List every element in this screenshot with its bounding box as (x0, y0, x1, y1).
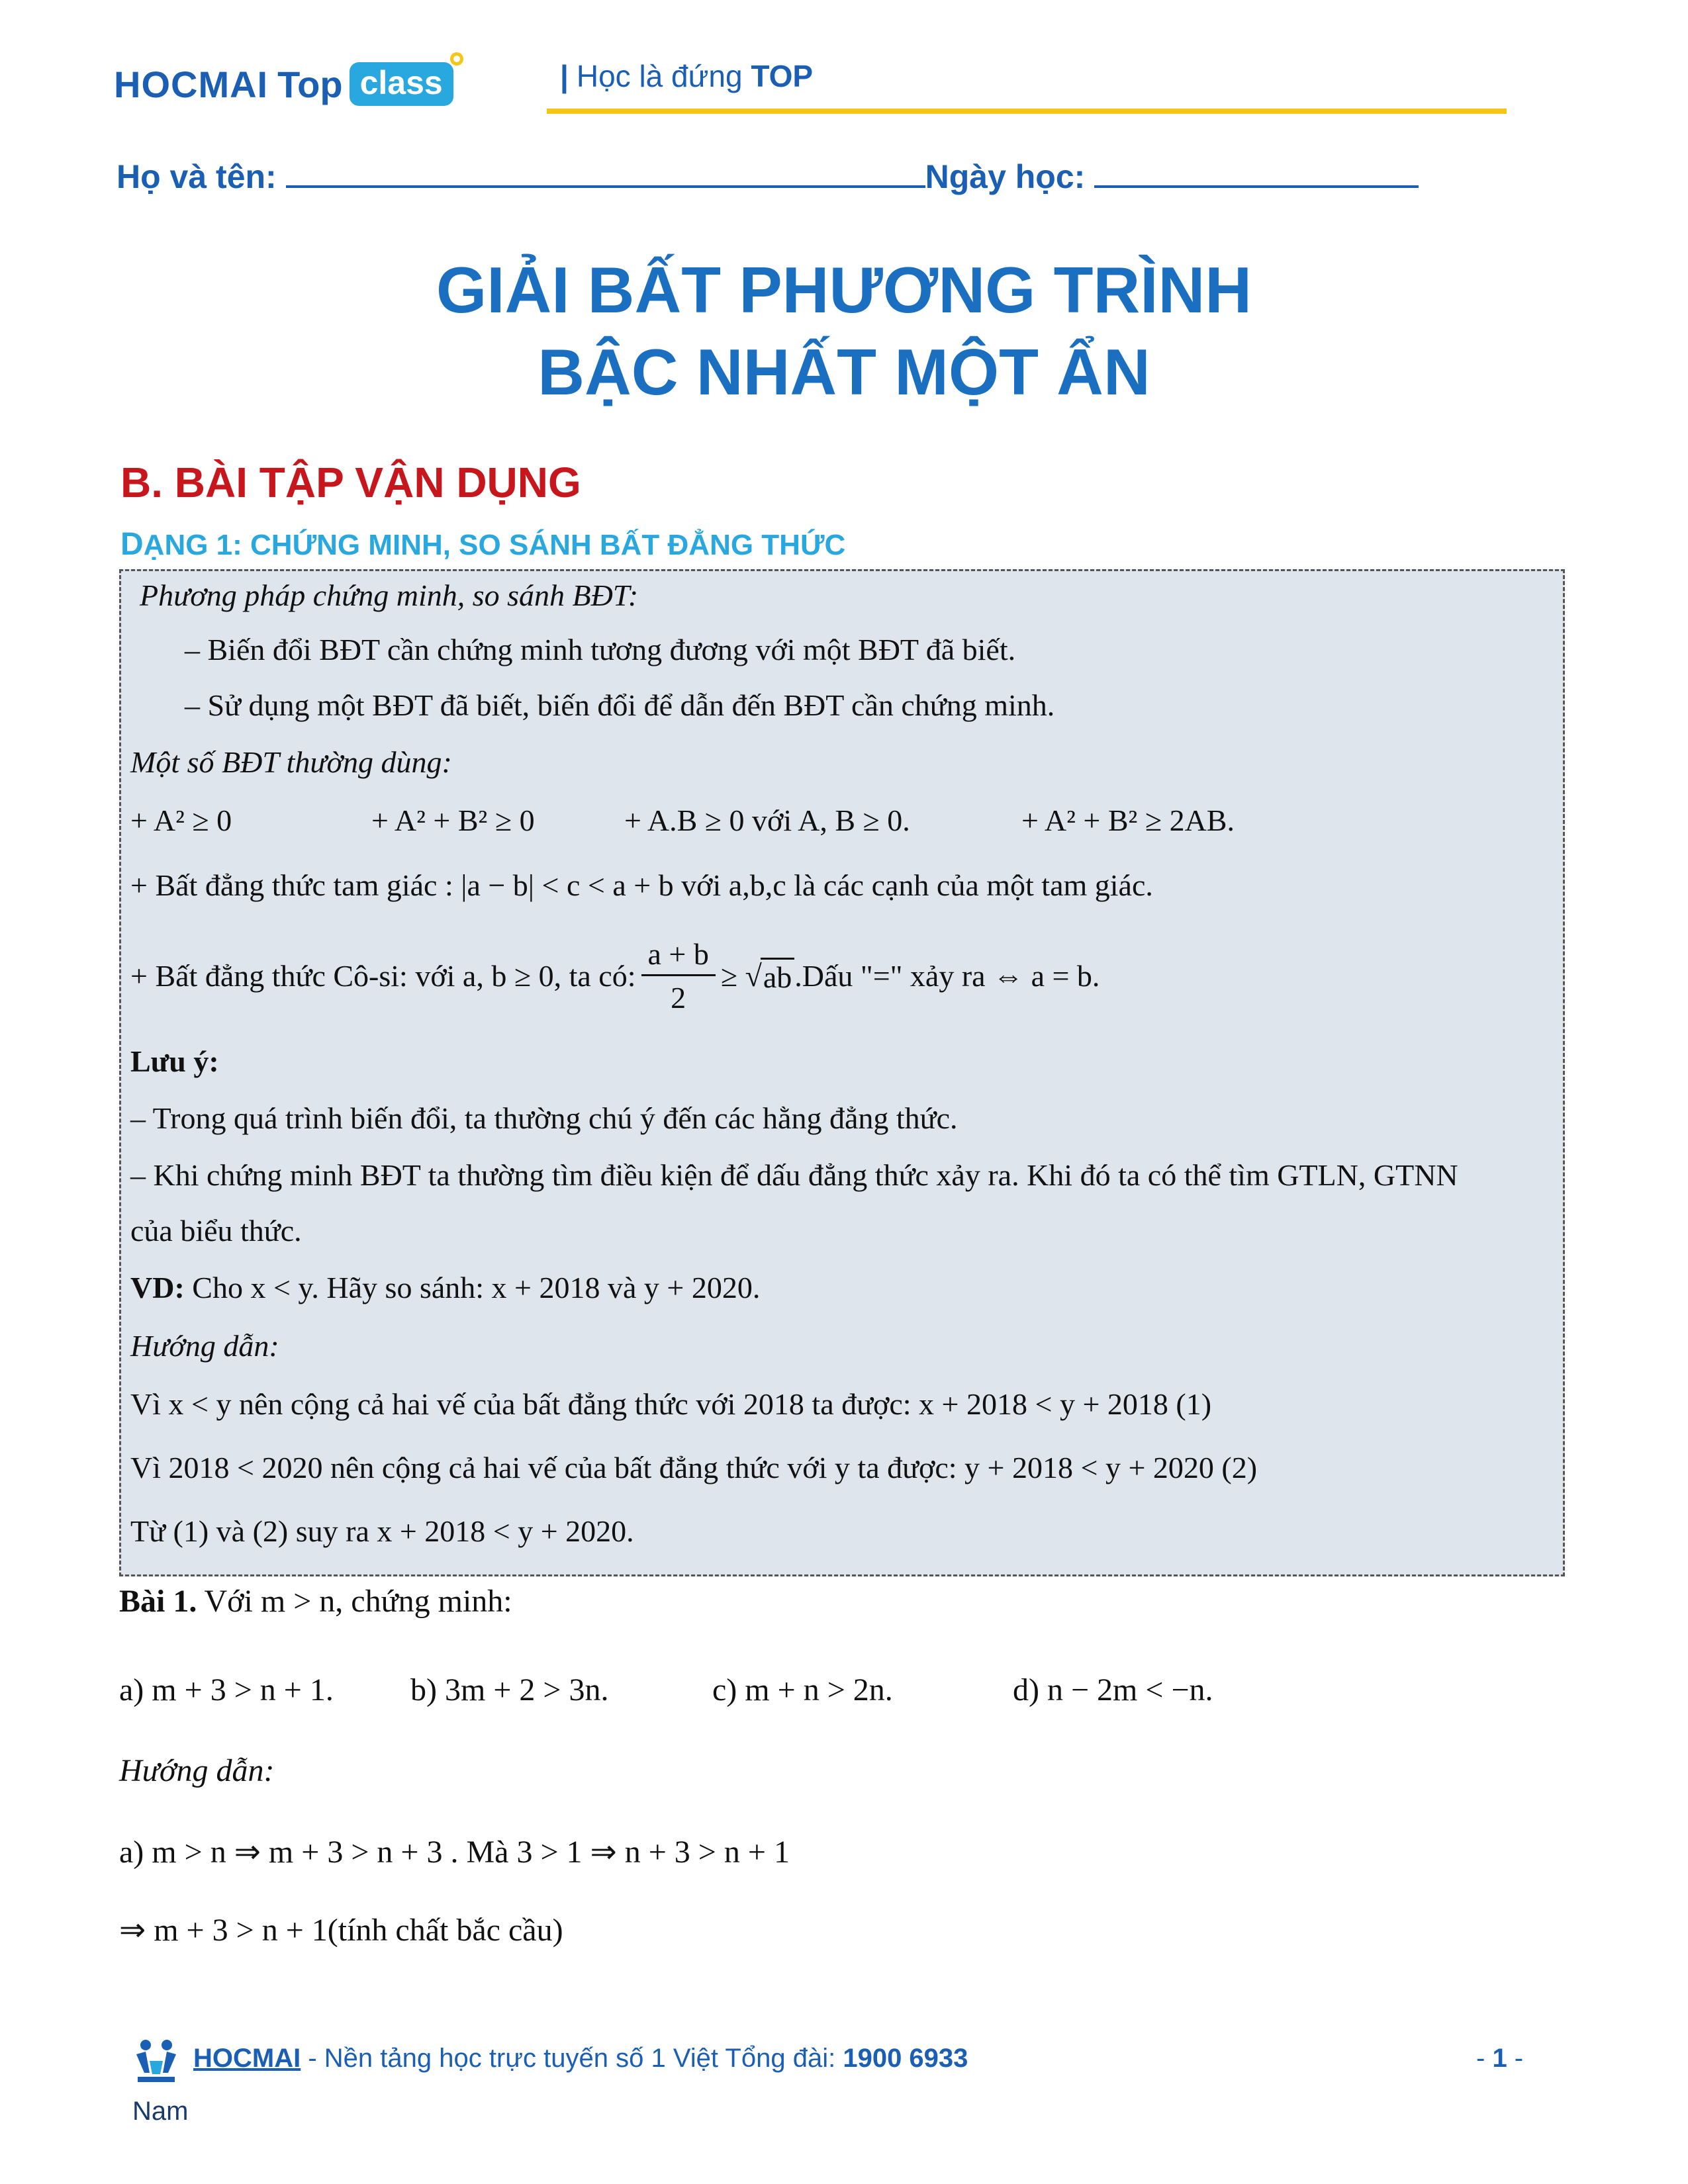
cosi-numerator: a + b (641, 936, 716, 976)
note-1: – Trong quá trình biến đổi, ta thường chú ý đến các hằng đẳng thức. (130, 1101, 958, 1135)
note-heading: Lưu ý: (130, 1044, 219, 1078)
name-blank (286, 159, 925, 188)
page-number-prefix: - (1476, 2044, 1493, 2073)
logo-class: class (359, 64, 443, 101)
method-box (119, 569, 1565, 1576)
slogan (560, 58, 813, 94)
example-solution-1: Vì x < y nên cộng cả hai vế của bất đẳng thức với 2018 ta được: x + 2018 < y + 2018 (1) (130, 1387, 1212, 1421)
cosi-suffix: .Dấu "=" xảy ra ⇔ a = b. (794, 959, 1100, 993)
footer-hotline: 1900 6933 (843, 2044, 968, 2073)
example-guide-heading: Hướng dẫn: (130, 1329, 279, 1363)
example-solution-3: Từ (1) và (2) suy ra x + 2018 < y + 2020. (130, 1514, 634, 1548)
exercise-1-guide-heading: Hướng dẫn: (119, 1753, 275, 1788)
cosi-fraction (641, 936, 716, 1015)
page-number-value: 1 (1492, 2044, 1507, 2073)
exercise-1-a: a) m + 3 > n + 1. (119, 1672, 334, 1707)
footer-nam: Nam (132, 2097, 189, 2126)
exercise-1-solution-a2: ⇒ m + 3 > n + 1(tính chất bắc cầu) (119, 1913, 563, 1948)
cosi-ge: ≥ √ (720, 959, 762, 993)
ineq-4: + A² + B² ≥ 2AB. (1021, 803, 1235, 837)
exercise-1-text: Với m > n, chứng minh: (197, 1584, 512, 1619)
exercise-1-b: b) 3m + 2 > 3n. (410, 1672, 609, 1707)
cosi-sqrt: ab (761, 958, 794, 995)
slogan-divider: | (560, 59, 569, 93)
section-heading: B. BÀI TẬP VẬN DỤNG (120, 459, 581, 506)
dang1-d: D (120, 527, 144, 562)
ineq-1: + A² ≥ 0 (130, 803, 232, 837)
page-number (1476, 2044, 1523, 2073)
logo-class-badge (350, 62, 453, 106)
slogan-top: TOP (751, 59, 814, 93)
name-label: Họ và tên: (117, 158, 277, 195)
hocmai-topclass-logo (114, 54, 453, 114)
dang1-rest2: HỨNG MINH, SO SÁNH BẤT ĐẲNG THỨC (271, 529, 846, 561)
hocmai-people-icon (130, 2034, 183, 2087)
footer-text (193, 2044, 968, 2073)
date-blank (1094, 159, 1419, 188)
title-line-1: GIẢI BẤT PHƯƠNG TRÌNH (436, 253, 1252, 326)
exercise-1-c: c) m + n > 2n. (712, 1672, 893, 1707)
cosi-ineq (130, 936, 1100, 1015)
method-step-2: – Sử dụng một BĐT đã biết, biến đổi để dẫn đến BĐT cần chứng minh. (185, 688, 1055, 722)
student-info-line (117, 158, 1419, 196)
method-heading: Phương pháp chứng minh, so sánh BĐT: (140, 578, 639, 612)
footer-brand-link[interactable]: HOCMAI (193, 2044, 301, 2073)
cosi-denominator: 2 (671, 981, 686, 1015)
page-number-suffix: - (1507, 2044, 1524, 2073)
cosi-prefix: + Bất đẳng thức Cô-si: với a, b ≥ 0, ta có: (130, 959, 636, 993)
exercise-1-solution-a1: a) m > n ⇒ m + 3 > n + 3 . Mà 3 > 1 ⇒ n + 3 > n + 1 (119, 1835, 790, 1870)
subsection-heading (120, 526, 845, 563)
header-divider (547, 109, 1507, 114)
note-2: – Khi chứng minh BĐT ta thường tìm điều kiện để dấu đẳng thức xảy ra. Khi đó ta có thể tìm GTLN, GTNN (130, 1158, 1458, 1192)
example (130, 1270, 760, 1305)
page-title (0, 249, 1688, 413)
logo-top: Top (277, 63, 343, 105)
title-line-2: BẬC NHẤT MỘT ẨN (538, 336, 1150, 408)
example-solution-2: Vì 2018 < 2020 nên cộng cả hai vế của bất đẳng thức với y ta được: y + 2018 < y + 2020 (2) (130, 1451, 1258, 1484)
method-step-1: – Biến đổi BĐT cần chứng minh tương đương với một BĐT đã biết. (185, 633, 1016, 666)
ineq-2: + A² + B² ≥ 0 (371, 803, 535, 837)
exercise-1 (119, 1583, 512, 1619)
common-heading: Một số BĐT thường dùng: (130, 745, 452, 779)
date-label: Ngày học: (925, 158, 1086, 195)
triangle-ineq: + Bất đẳng thức tam giác : |a − b| < c < a + b với a,b,c là các cạnh của một tam giác. (130, 868, 1153, 902)
note-2b: của biểu thức. (130, 1214, 302, 1248)
example-text: Cho x < y. Hãy so sánh: x + 2018 và y + 2020. (184, 1271, 761, 1304)
sun-icon (445, 48, 468, 70)
footer-tagline: - Nền tảng học trực tuyến số 1 Việt Tổng đài: (301, 2044, 843, 2073)
ineq-3: + A.B ≥ 0 với A, B ≥ 0. (624, 803, 910, 837)
exercise-1-d: d) n − 2m < −n. (1013, 1672, 1213, 1707)
example-label: VD: (130, 1271, 185, 1304)
exercise-1-label: Bài 1. (119, 1584, 197, 1619)
logo-brand: HOCMAI (114, 63, 269, 105)
slogan-prefix: Học là đứng (576, 59, 743, 93)
dang1-rest1: ẠNG 1: C (143, 529, 271, 561)
